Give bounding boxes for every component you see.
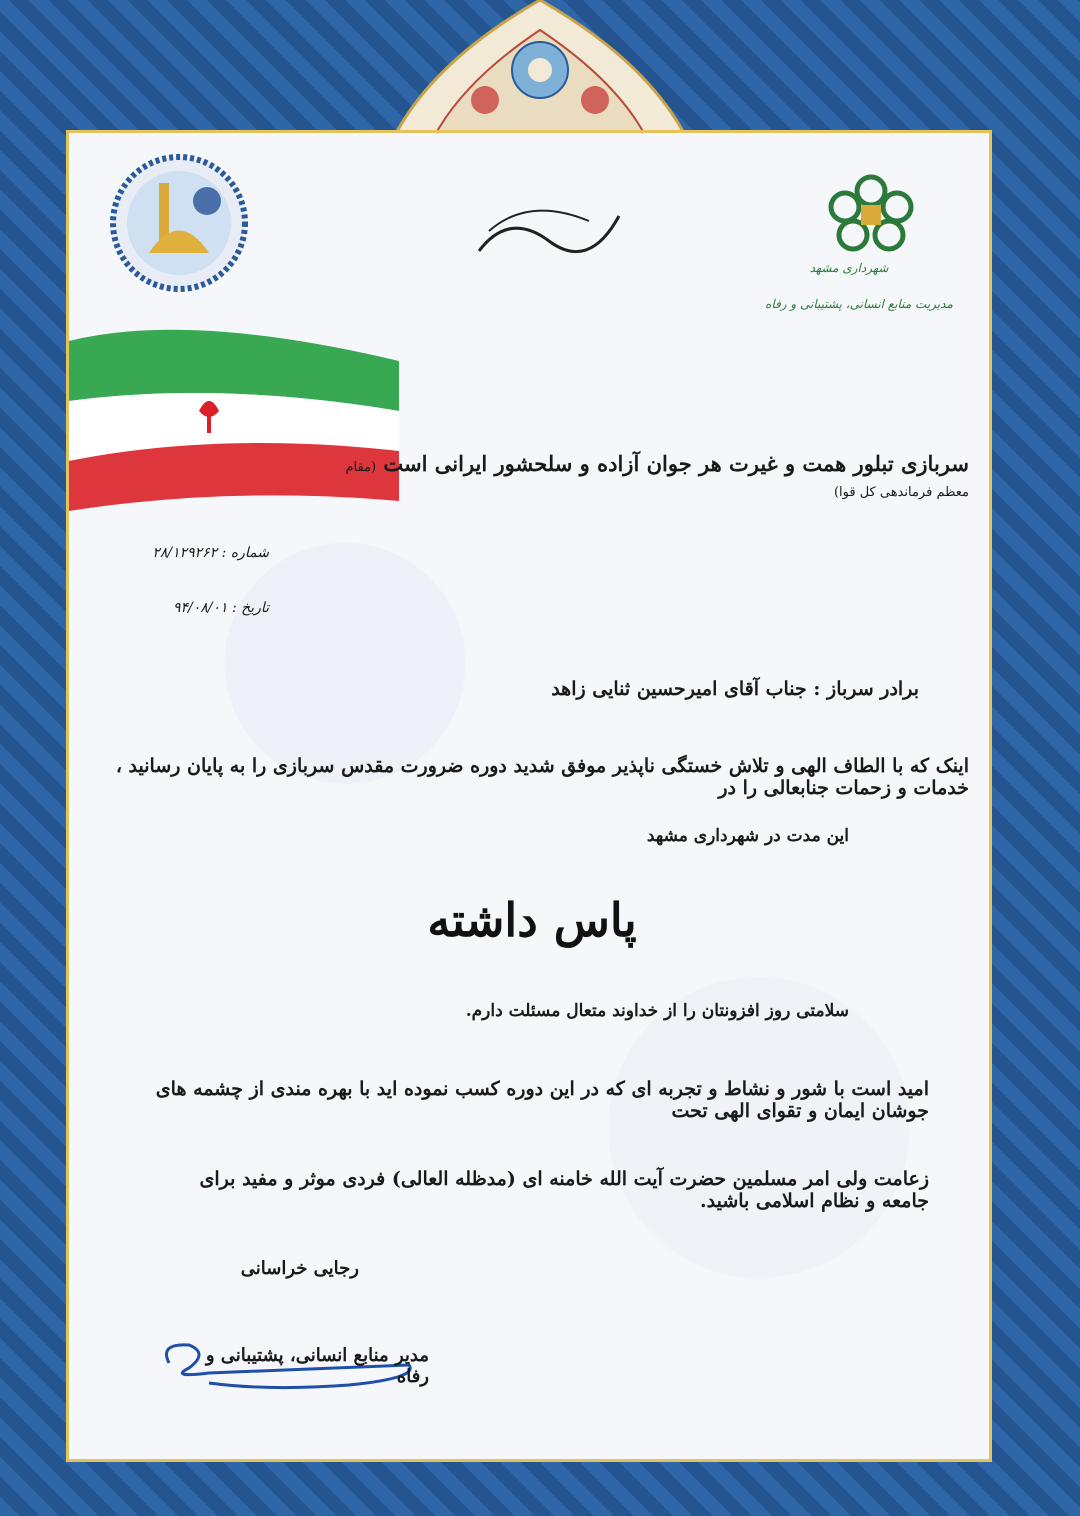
letter-number: [69, 545, 269, 561]
body-paragraph-2-continued: زعامت ولی امر مسلمین حضرت آیت الله خامنه ای (مدظله العالی) فردی موثر و مفید برای جامعه و نظام اسلامی باشید.: [199, 1168, 929, 1212]
motto-quote: (مقام معظم فرماندهی کل قوا): [345, 460, 969, 500]
body-paragraph-2: امید است با شور و نشاط و تجربه ای که در این دوره کسب نموده اید با بهره مندی از چشمه های جوشان ایمان و تقوای الهی تحت: [155, 1078, 929, 1122]
certificate-title: پاس داشته: [427, 893, 637, 947]
imam-reza-shrine-logo: [109, 153, 249, 293]
mashhad-municipality-emblem: [821, 171, 921, 259]
body-paragraph-1-continued: این مدت در شهرداری مشهد: [646, 826, 849, 846]
motto-text: سربازی تبلور همت و غیرت هر جوان آزاده و سلحشور ایرانی است: [383, 451, 969, 476]
letter-date-label: تاریخ :: [231, 600, 269, 616]
recipient-line: برادر سرباز : جناب آقای امیرحسین ثنایی زاهد: [551, 678, 919, 700]
letter-number-label: شماره :: [221, 545, 269, 561]
certificate-sheet: [66, 130, 992, 1462]
frame-top-ornament: [395, 0, 685, 135]
signer-name: رجایی خراسانی: [240, 1258, 359, 1279]
letter-number-value: ۲۸/۱۲۹۲۶۲: [152, 545, 218, 561]
municipality-name: شهرداری مشهد: [809, 261, 889, 275]
letter-date-value: ۹۴/۰۸/۰۱: [172, 600, 228, 616]
wish-line: سلامتی روز افزونتان را از خداوند متعال مسئلت دارم.: [465, 1001, 849, 1021]
motto: [309, 451, 969, 501]
signer-title: مدیر منابع انسانی، پشتیبانی و رفاه: [205, 1345, 429, 1387]
hr-department-name: مدیریت منابع انسانی، پشتیبانی و رفاه: [765, 297, 953, 311]
body-paragraph-1: اینک که با الطاف الهی و تلاش خستگی ناپذیر موفق شدید دوره ضرورت مقدس سربازی را به پایان رسانید ، خدمات و زحمات جنابعالی را در: [115, 755, 969, 799]
letter-date: [69, 600, 269, 616]
